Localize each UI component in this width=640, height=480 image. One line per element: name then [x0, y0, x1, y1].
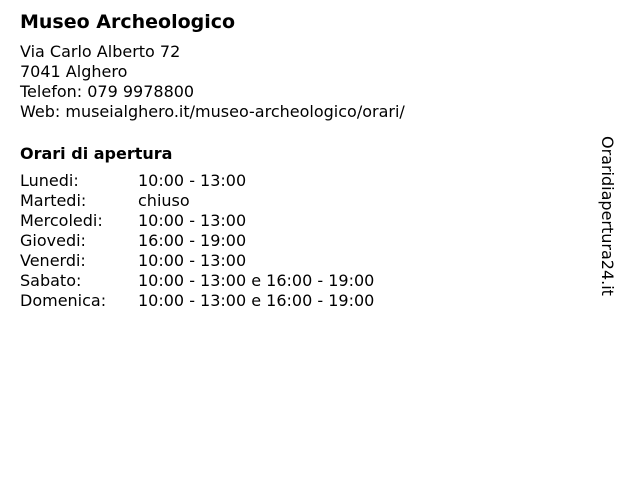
day-hours: 16:00 - 19:00: [138, 231, 247, 250]
city-postal-code: 7041 Alghero: [20, 62, 128, 81]
day-label: Giovedi:: [20, 231, 86, 250]
day-label: Domenica:: [20, 291, 107, 310]
street-address: Via Carlo Alberto 72: [20, 42, 181, 61]
hours-row-sunday: [20, 291, 374, 311]
hours-row-monday: [20, 171, 374, 191]
day-label: Martedi:: [20, 191, 87, 210]
museum-name: Museo Archeologico: [20, 11, 236, 33]
hours-row-saturday: [20, 271, 374, 291]
day-hours: 10:00 - 13:00: [138, 211, 247, 230]
day-label: Lunedi:: [20, 171, 79, 190]
website: Web: museialghero.it/museo-archeologico/orari/: [20, 102, 405, 121]
day-label: Mercoledi:: [20, 211, 103, 230]
day-hours: 10:00 - 13:00: [138, 171, 247, 190]
day-hours: 10:00 - 13:00 e 16:00 - 19:00: [138, 271, 375, 290]
day-hours: 10:00 - 13:00 e 16:00 - 19:00: [138, 291, 375, 310]
hours-row-friday: [20, 251, 374, 271]
hours-row-tuesday: [20, 191, 374, 211]
day-label: Sabato:: [20, 271, 82, 290]
address-block: [20, 42, 600, 122]
day-label: Venerdi:: [20, 251, 86, 270]
day-hours: 10:00 - 13:00: [138, 251, 247, 270]
opening-hours-table: [20, 171, 374, 311]
hours-row-thursday: [20, 231, 374, 251]
hours-row-wednesday: [20, 211, 374, 231]
site-watermark: Oraridiapertura24.it: [598, 136, 617, 296]
phone-number: Telefon: 079 9978800: [20, 82, 195, 101]
museum-info-card: [20, 10, 600, 311]
opening-hours-heading: Orari di apertura: [20, 144, 173, 163]
day-hours: chiuso: [138, 191, 190, 210]
